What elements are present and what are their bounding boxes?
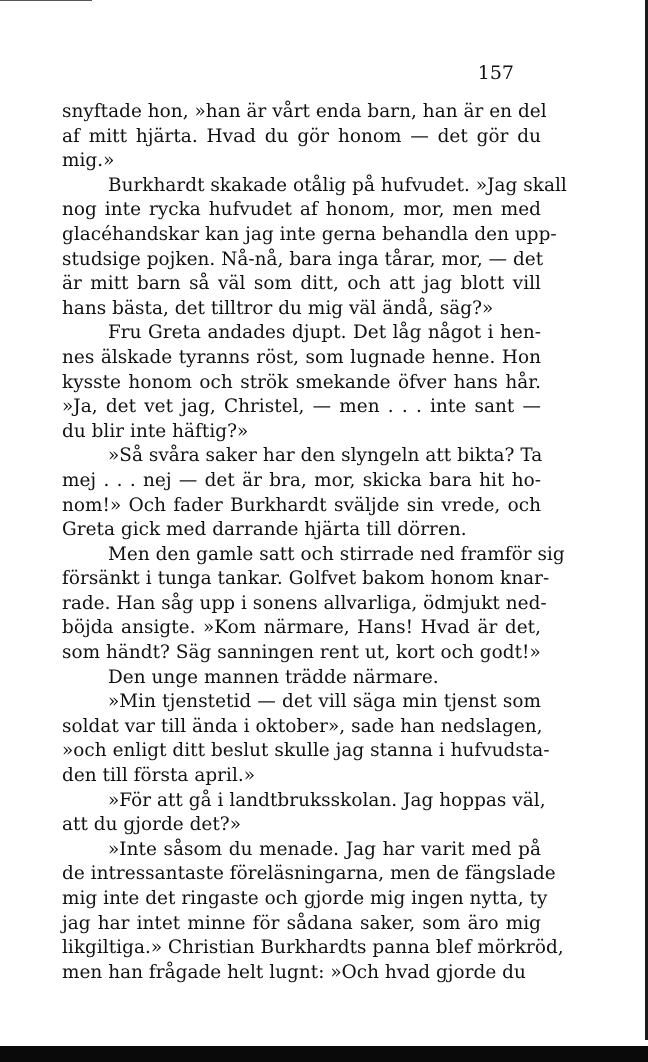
text-line: men han frågade helt lugnt: »Och hvad gjorde du: [62, 961, 526, 983]
text-line: mig inte det ringaste och gjorde mig ingen nytta, ty: [62, 888, 548, 909]
text-line: den till första april.»: [62, 765, 256, 787]
text-line: att du gjorde det?»: [62, 814, 242, 836]
text-line: hans bästa, det tilltror du mig väl ändå, säg?»: [62, 297, 494, 319]
text-line: rade. Han såg upp i sonens allvarliga, ödmjukt ned-: [62, 592, 547, 614]
text-line: Burkhardt skakade otålig på hufvudet. »Jag skall: [108, 174, 567, 196]
text-line: glacéhandskar kan jag inte gerna behandla den upp-: [62, 223, 557, 245]
text-line: »Ja, det vet jag, Christel, — men . . . inte sant —: [62, 396, 541, 418]
text-line: »Min tjenstetid — det vill säga min tjenst som: [108, 691, 541, 713]
text-line: »Inte såsom du menade. Jag har varit med på: [108, 838, 541, 860]
paragraph: [62, 838, 564, 986]
paragraph: [62, 789, 546, 838]
text-line: af mitt hjärta. Hvad du gör honom — det gör du: [62, 125, 541, 147]
bottom-scan-border: [0, 1046, 648, 1062]
text-line: »För att gå i landtbruksskolan. Jag hoppas väl,: [108, 789, 546, 811]
text-line: Men den gamle satt och stirrade ned framför sig: [108, 543, 565, 565]
paragraph: [62, 444, 541, 542]
top-edge-rule: [0, 0, 92, 1]
text-line: Greta gick med darrande hjärta till dörren.: [62, 519, 467, 541]
text-line: försänkt i tunga tankar. Golfvet bakom honom knar-: [62, 568, 550, 590]
text-line: soldat var till ända i oktober», sade han nedslagen,: [62, 715, 543, 737]
paragraph: [62, 543, 565, 666]
paragraph: [62, 321, 541, 444]
text-line: nom!» Och fader Burkhardt sväljde sin vrede, och: [62, 494, 541, 516]
text-line: är mitt barn så väl som ditt, och att jag blott vill: [62, 273, 541, 295]
text-line: studsige pojken. Nå-nå, bara inga tårar, mor, — det: [62, 248, 544, 270]
text-line: Den unge mannen trädde närmare.: [108, 666, 439, 688]
text-line: böjda ansigte. »Kom närmare, Hans! Hvad är det,: [62, 617, 541, 639]
page-number: 157: [477, 62, 514, 84]
text-line: du blir inte häftig?»: [62, 420, 249, 442]
text-line: mig.»: [62, 150, 115, 172]
text-line: mej . . . nej — det är bra, mor, skicka bara hit ho-: [62, 469, 541, 491]
text-line: som händt? Säg sanningen rent ut, kort och godt!»: [62, 642, 541, 664]
text-line: de intressantaste föreläsningarna, men de fängslade: [62, 863, 556, 885]
text-line: Fru Greta andades djupt. Det låg något i hen-: [108, 322, 541, 344]
paragraph: [62, 100, 547, 174]
text-line: jag har intet minne för sådana saker, som äro mig: [62, 912, 541, 934]
paragraph: [62, 174, 567, 322]
text-line: »Så svåra saker har den slyngeln att bikta? Ta: [108, 445, 543, 467]
text-line: nog inte rycka hufvudet af honom, mor, men med: [62, 199, 541, 221]
text-line: likgiltiga.» Christian Burkhardts panna blef mörkröd,: [62, 937, 564, 959]
text-line: »och enligt ditt beslut skulle jag stanna i hufvudsta-: [62, 740, 550, 762]
text-line: nes älskade tyranns röst, som lugnade henne. Hon: [62, 346, 541, 368]
paragraph: [62, 666, 541, 691]
text-line: kysste honom och strök smekande öfver hans hår.: [62, 371, 541, 393]
text-line: snyftade hon, »han är vårt enda barn, han är en del: [62, 101, 547, 122]
body-text: [62, 100, 567, 985]
paragraph: [62, 690, 550, 788]
